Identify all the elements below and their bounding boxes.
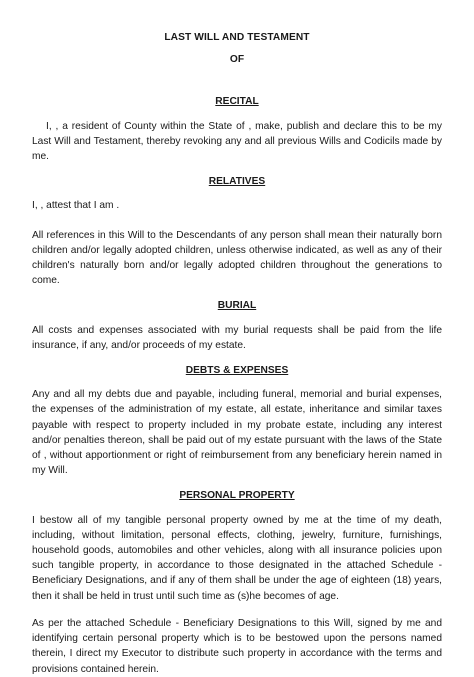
will-document-page (32, 30, 442, 677)
section-heading-debts-expenses: DEBTS & EXPENSES (185, 365, 289, 377)
debts-expenses-paragraph: Any and all my debts due and payable, including funeral, memorial and burial expenses, the expenses of the administration of my estate, all estate, inheritance and similar taxes payable with respect to property included in my probate estate, including any interest and/or penalties thereon, shall be paid out of my estate pursuant with the laws of the State of , without apportionment or right of reimbursement from any beneficiary herein named in my Will. (32, 389, 442, 477)
section-heading-relatives: RELATIVES (208, 176, 266, 188)
document-title: LAST WILL AND TESTAMENT (164, 32, 310, 43)
section-heading-personal-property: PERSONAL PROPERTY (179, 490, 295, 502)
relatives-descendants-paragraph: All references in this Will to the Descendants of any person shall mean their naturally born children and/or legally adopted children, unless otherwise indicated, as well as any of their children's naturally born and/or legally adopted children throughout the generations to come. (32, 229, 442, 287)
personal-property-bestow-paragraph: I bestow all of my tangible personal property owned by me at the time of my death, including, without limitation, personal effects, clothing, jewelry, furniture, furnishings, household goods, automobiles and other vehicles, along with all insurance policies upon such tangible property, in accordance to those designated in the attached Schedule - Beneficiary Designations, and if any of them shall be under the age of eighteen (18) years, then it shall be held in trust until such time as (s)he becomes of age. (32, 514, 442, 602)
relatives-attest-paragraph: I, , attest that I am . (32, 200, 120, 212)
personal-property-schedule-paragraph: As per the attached Schedule - Beneficiary Designations to this Will, signed by me and identifying certain personal property which is to be bestowed upon the persons named therein, I direct my Executor to distribute such property in accordance with the terms and provisions contained herein. (32, 617, 442, 675)
document-subtitle: OF (229, 54, 245, 66)
recital-paragraph: I, , a resident of County within the State of , make, publish and declare this to be my Last Will and Testament, thereby revoking any and all previous Wills and Codicils made by me. (32, 120, 442, 163)
burial-paragraph: All costs and expenses associated with my burial requests shall be paid from the life insurance, if any, and/or proceeds of my estate. (32, 324, 442, 351)
section-heading-burial: BURIAL (217, 300, 257, 312)
section-heading-recital: RECITAL (215, 96, 259, 108)
